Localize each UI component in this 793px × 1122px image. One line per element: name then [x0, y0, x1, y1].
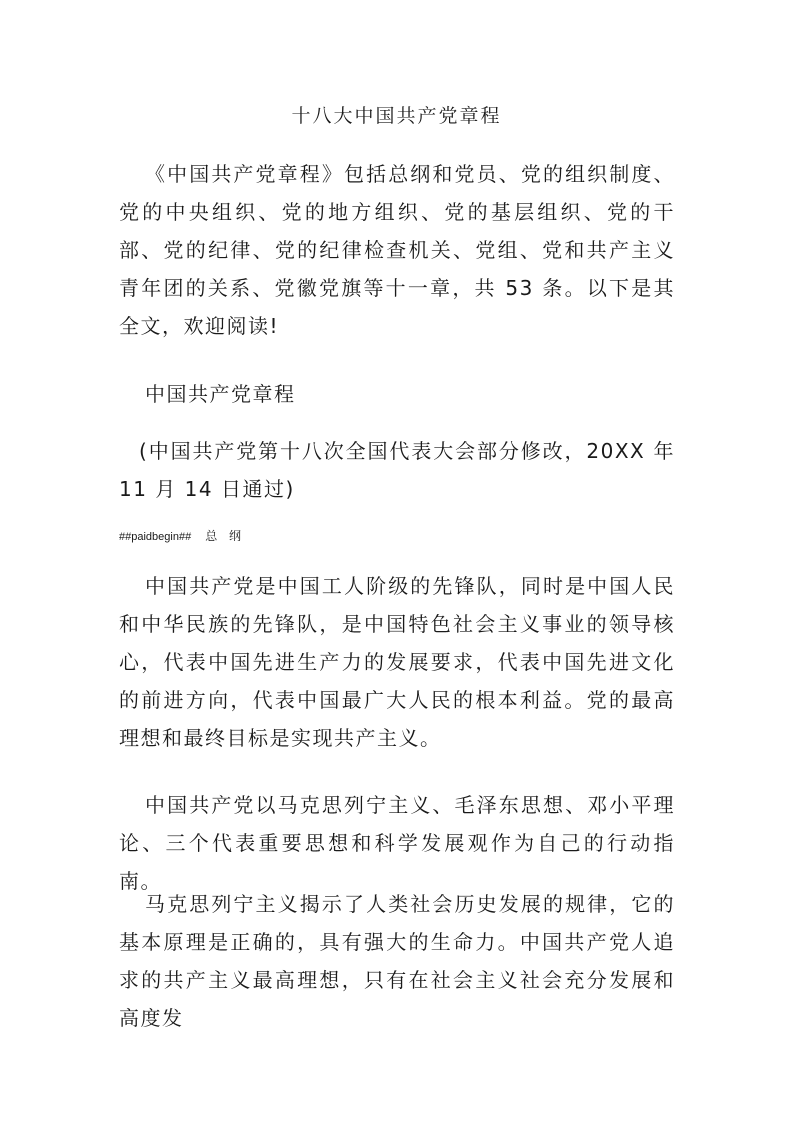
body-paragraph-2: 中国共产党以马克思列宁主义、毛泽东思想、邓小平理论、三个代表重要思想和科学发展观作为自己的行动指南。: [119, 793, 675, 893]
section-marker-line: [119, 526, 245, 547]
intro-paragraph: 《中国共产党章程》包括总纲和党员、党的组织制度、党的中央组织、党的地方组织、党的基层组织、党的干部、党的纪律、党的纪律检查机关、党组、党和共产主义青年团的关系、党徽党旗等十一章，共 53 条。以下是其全文，欢迎阅读!: [119, 162, 675, 338]
body-paragraph-1: 中国共产党是中国工人阶级的先锋队，同时是中国人民和中华民族的先锋队，是中国特色社会主义事业的领导核心，代表中国先进生产力的发展要求，代表中国先进文化的前进方向，代表中国最广大人民的根本利益。党的最高理想和最终目标是实现共产主义。: [119, 574, 675, 750]
charter-subtitle: 中国共产党章程: [145, 382, 296, 406]
paid-begin-marker: ##paidbegin##: [119, 531, 192, 543]
section-heading: 总 纲: [205, 529, 246, 543]
document-title: 十八大中国共产党章程: [291, 105, 502, 127]
body-paragraph-3: 马克思列宁主义揭示了人类社会历史发展的规律，它的基本原理是正确的，具有强大的生命力。中国共产党人追求的共产主义最高理想，只有在社会主义社会充分发展和高度发: [119, 892, 675, 1030]
revision-note: (中国共产党第十八次全国代表大会部分修改，20XX 年 11 月 14 日通过): [119, 439, 675, 501]
